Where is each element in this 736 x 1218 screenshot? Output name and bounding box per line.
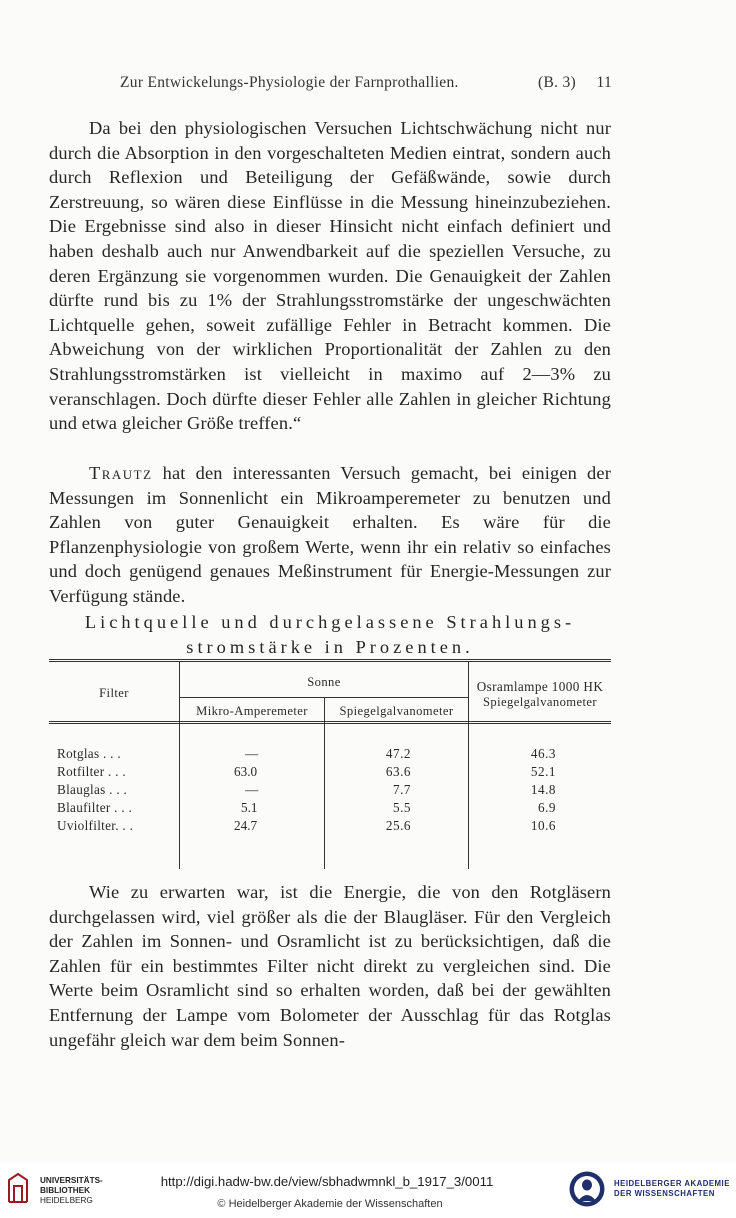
header-filter: Filter [99,686,129,700]
header-spiegelgalvanometer: Spiegelgalvanometer [339,704,454,718]
table-header-rule [49,721,611,722]
table-row [49,746,611,764]
source-url-link[interactable]: http://digi.hadw-bw.de/view/sbhadwmnkl_b_1917_3/0011 [160,1174,494,1189]
micro-value: — [245,782,259,797]
osram-value: 10.6 [530,818,556,833]
table-row [49,782,611,800]
table-top-rule-double [49,661,611,662]
filter-name: Blauglas . . . [57,782,128,797]
filter-name: Rotfilter . . . [57,764,126,779]
spiegel-value: 63.6 [385,764,411,779]
page-number: 11 [596,74,612,91]
osram-value: 46.3 [530,746,556,761]
library-name: UNIVERSITÄTS- BIBLIOTHEK HEIDELBERG [40,1176,103,1205]
micro-value: 24.7 [234,818,258,833]
section-reference: (B. 3) [538,74,576,91]
osram-value: 52.1 [530,764,556,779]
digitization-footer [0,1162,736,1218]
header-osramlampe: Osramlampe 1000 HK [476,679,604,694]
running-title: Zur Entwickelungs-Physiologie der Farnprothallien. [120,74,459,91]
header-osram-spiegelgalvanometer: Spiegelgalvanometer [483,695,597,709]
filter-name: Rotglas . . . [57,746,121,761]
table-row [49,818,611,836]
paragraph-trautz [49,461,611,609]
paragraph-trautz-text: hat den interessanten Versuch gemacht, bei einigen der Messungen im Sonnenlicht ein Mikroamperemeter zu benutzen und Zahlen von guter Genauigkeit erhalten. Es wäre für die Pflanzenphysiologie von großem Werte, wenn ihr ein relativ so einfaches und doch genügend genaues Meßinstrument für Energie-Messungen zur Verfügung stände. [49,463,611,606]
academy-name: HEIDELBERGER AKADEMIE DER WISSENSCHAFTEN [614,1179,730,1198]
spiegel-value: 47.2 [385,746,411,761]
table-caption-line-1: Lichtquelle und durchgelassene Strahlungs- [84,612,576,632]
table-row [49,800,611,818]
table-row [49,764,611,782]
data-table [49,659,611,870]
osram-value: 14.8 [530,782,556,797]
spiegel-value: 7.7 [393,782,411,797]
table-top-rule [49,659,611,660]
spiegel-value: 25.6 [385,818,411,833]
paragraph-absorption: Da bei den physiologischen Versuchen Lichtschwächung nicht nur durch die Absorption in den vorgeschalteten Medien eintrat, sondern auch durch Reflexion und Beteiligung der Gefäßwände, sowie durch Zerstreuung, so wären diese Einflüsse in die Messung hineinzubeziehen. Die Ergebnisse sind also in dieser Hinsicht nicht einfach definiert und haben deshalb auch nur Anwendbarkeit auf die speziellen Versuche, zu deren Ergänzung sie vorgenommen wurden. Die Genauigkeit der Zahlen dürfte rund bis zu 1% der Strahlungsstromstärke der ungeschwächten Lichtquelle gehen, soweit zufällige Fehler in Betracht kommen. Die Abweichung von der wirklichen Proportionalität der Zahlen zu den Strahlungsstromstärken ist vielleicht in maximo auf 2—3% zu veranschlagen. Doch dürfte dieser Fehler alle Zahlen in gleicher Richtung und etwa gleicher Größe treffen.“ [49,118,611,434]
filter-name: Uviolfilter. . . [57,818,134,833]
university-library-logo-icon [6,1172,30,1204]
filter-name: Blaufilter . . . [57,800,133,815]
osram-value: 6.9 [538,800,556,815]
table-header-rule-double [49,723,611,724]
header-sonne: Sonne [307,675,341,689]
micro-value: 63.0 [234,764,258,779]
header-mikro-amperemeter: Mikro-Amperemeter [196,704,308,718]
copyright-notice: © Heidelberger Akademie der Wissenschaften [217,1198,443,1210]
micro-value: 5.1 [241,800,258,815]
table-caption-line-2: stromstärke in Prozenten. [186,636,474,657]
spiegel-value: 5.5 [393,800,411,815]
academy-seal-icon [568,1170,606,1208]
paragraph-energy: Wie zu erwarten war, ist die Energie, die von den Rotgläsern durchgelassen wird, viel größer als die der Blaugläser. Für den Vergleich der Zahlen im Sonnen- und Osramlicht ist zu berücksichtigen, daß die Zahlen für ein bestimmtes Filter nicht direkt zu vergleichen sind. Die Werte beim Osramlicht sind so erhalten worden, daß bei der gewählten Entfernung der Lampe vom Bolometer der Ausschlag für das Rotglas ungefähr gleich war dem beim Sonnen- [49,882,611,1050]
author-name: Trautz [89,463,153,483]
table-caption [60,610,600,659]
micro-value: — [245,746,259,761]
